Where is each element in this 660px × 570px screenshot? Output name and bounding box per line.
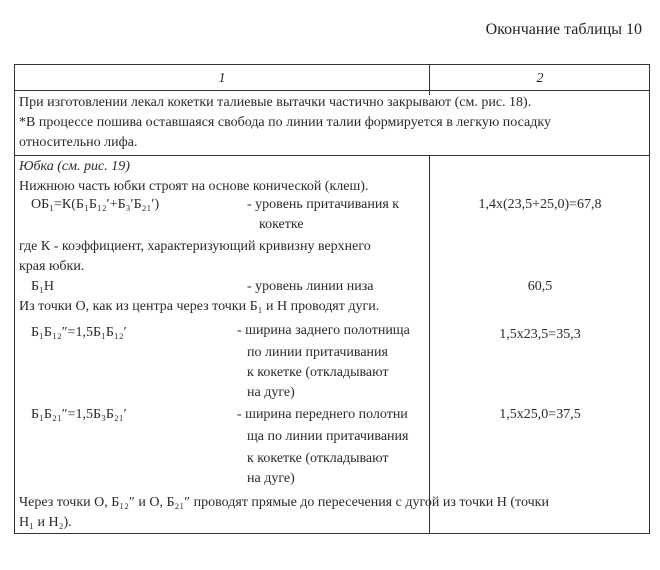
back-panel-desc-line-2: по линии притачивания [247, 345, 388, 360]
front-panel-value: 1,5х25,0=37,5 [499, 407, 581, 422]
b1h-desc: - уровень линии низа [247, 279, 374, 294]
ob1-desc-line-1: - уровень притачивания к [247, 197, 400, 212]
intro-line-1: При изготовлении лекал кокетки талиевые вытачки частично закрывают (см. рис. 18). [19, 95, 532, 110]
back-panel-desc-line-3: к кокетке (откладывают [247, 365, 389, 380]
final-text-line-2: Н₁ и Н₂). [19, 515, 72, 530]
front-panel-desc-line-1: - ширина переднего полотни [237, 407, 408, 422]
column-header-2: 2 [536, 71, 544, 86]
k-definition-line-1: где К - коэффициент, характеризующий кривизну верхнего [19, 239, 371, 254]
front-panel-desc-line-3: к кокетке (откладывают [247, 451, 389, 466]
back-panel-desc-line-4: на дуге) [247, 385, 295, 400]
final-text-line-1: Через точки О, Б₁₂″ и О, Б₂₁″ проводят прямые до пересечения с дугой из точки Н (точки [19, 495, 549, 510]
table-caption: Окончание таблицы 10 [485, 21, 642, 38]
ob1-value: 1,4х(23,5+25,0)=67,8 [478, 197, 602, 212]
arcs-text: Из точки О, как из центра через точки Б₁ и Н проводят дуги. [19, 299, 380, 314]
front-panel-desc-line-2: ща по линии притачивания [247, 429, 409, 444]
skirt-title: Юбка (см. рис. 19) [19, 159, 130, 174]
skirt-base-text: Нижнюю часть юбки строят на основе конической (клеш). [19, 179, 369, 194]
front-panel-desc-line-4: на дуге) [247, 471, 295, 486]
intro-line-2: *В процессе пошива оставшаяся свобода по линии талии формируется в легкую посадку [19, 115, 551, 130]
back-panel-formula: Б₁Б₁₂″=1,5Б₁Б₁₂′ [31, 325, 127, 340]
back-panel-desc-line-1: - ширина заднего полотнища [237, 323, 410, 338]
front-panel-formula: Б₁Б₂₁″=1,5Б₃Б₂₁′ [31, 407, 127, 422]
column-header-1: 1 [218, 71, 226, 86]
back-panel-value: 1,5х23,5=35,3 [499, 327, 581, 342]
ob1-formula: ОБ₁=К(Б₁Б₁₂′+Б₃′Б₂₁′) [31, 197, 160, 212]
header-rule [15, 90, 649, 91]
construction-table [14, 64, 650, 534]
ob1-desc-line-2: кокетке [259, 217, 304, 232]
intro-line-3: относительно лифа. [19, 135, 138, 150]
section-rule [15, 155, 649, 156]
b1h-value: 60,5 [527, 279, 553, 294]
k-definition-line-2: края юбки. [19, 259, 85, 274]
b1h-label: Б₁Н [31, 279, 55, 294]
